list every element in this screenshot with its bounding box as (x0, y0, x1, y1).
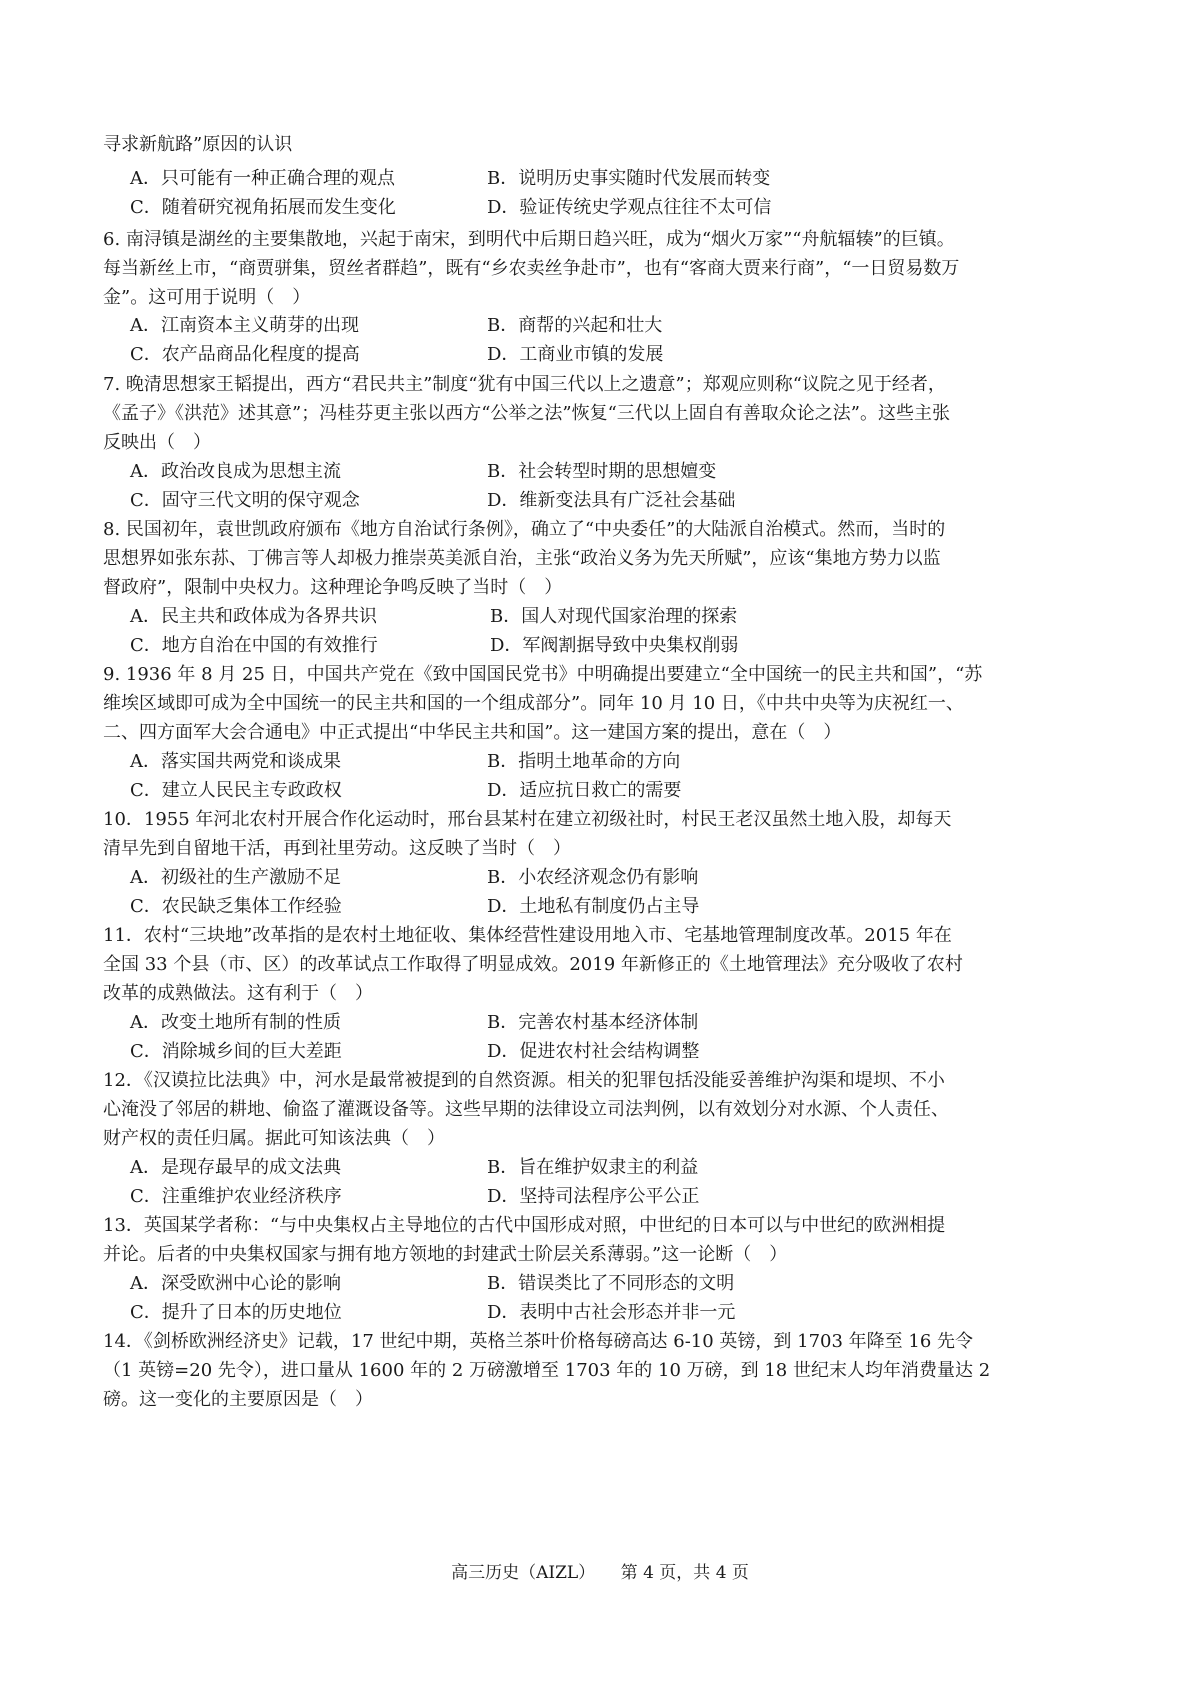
q11-option-a: A．改变土地所有制的性质 (130, 1012, 341, 1033)
q9-option-a: A．落实国共两党和谈成果 (130, 751, 341, 772)
q6-stem-line-1: 6. 南浔镇是湖丝的主要集散地，兴起于南宋，到明代中后期日趋兴旺，成为“烟火万家”“舟航辐辏”的巨镇。 (103, 229, 955, 250)
q8-stem-line-3: 督政府”，限制中央权力。这种理论争鸣反映了当时（ ） (103, 577, 563, 598)
q11-stem-line-2: 全国 33 个县（市、区）的改革试点工作取得了明显成效。2019 年新修正的《土地管理法》充分吸收了农村 (103, 954, 963, 975)
q12-option-c: C．注重维护农业经济秩序 (130, 1186, 342, 1207)
q14-stem-line-3: 磅。这一变化的主要原因是（ ） (103, 1389, 373, 1410)
q7-option-b: B．社会转型时期的思想嬗变 (487, 461, 717, 482)
q10-option-d: D．土地私有制度仍占主导 (487, 896, 700, 917)
q10-option-b: B．小农经济观念仍有影响 (487, 867, 699, 888)
q9-option-c: C．建立人民民主专政政权 (130, 780, 342, 801)
q10-option-c: C．农民缺乏集体工作经验 (130, 896, 342, 917)
question-5-stem-continuation: 寻求新航路”原因的认识 (103, 134, 293, 155)
q10-stem-line-2: 清早先到自留地干活，再到社里劳动。这反映了当时（ ） (103, 838, 571, 859)
q13-option-d: D．表明中古社会形态并非一元 (487, 1302, 736, 1323)
q13-option-a: A．深受欧洲中心论的影响 (130, 1273, 341, 1294)
q14-stem-line-1: 14．《剑桥欧洲经济史》记载，17 世纪中期，英格兰茶叶价格每磅高达 6-10 英镑，到 1703 年降至 16 先令 (103, 1331, 974, 1352)
q7-option-c: C．固守三代文明的保守观念 (130, 490, 360, 511)
q13-stem-line-2: 并论。后者的中央集权国家与拥有地方领地的封建武士阶层关系薄弱。”这一论断（ ） (103, 1244, 788, 1265)
q11-stem-line-3: 改革的成熟做法。这有利于（ ） (103, 983, 373, 1004)
q8-stem-line-2: 思想界如张东荪、丁佛言等人却极力推崇英美派自治，主张“政治义务为先天所赋”，应该“集地方势力以监 (103, 548, 941, 569)
q7-stem-line-2: 《孟子》《洪范》述其意”；冯桂芬更主张以西方“公举之法”恢复“三代以上固自有善取众论之法”。这些主张 (103, 403, 951, 424)
q7-option-d: D．维新变法具有广泛社会基础 (487, 490, 736, 511)
q12-option-a: A．是现存最早的成文法典 (130, 1157, 341, 1178)
q8-option-c: C．地方自治在中国的有效推行 (130, 635, 378, 656)
q6-option-a: A．江南资本主义萌芽的出现 (130, 315, 359, 336)
q13-option-c: C．提升了日本的历史地位 (130, 1302, 342, 1323)
q8-option-b: B．国人对现代国家治理的探索 (490, 606, 738, 627)
q11-option-c: C．消除城乡间的巨大差距 (130, 1041, 342, 1062)
q6-option-d: D．工商业市镇的发展 (487, 344, 664, 365)
q6-stem-line-3: 金”。这可用于说明（ ） (103, 287, 311, 308)
q12-option-b: B．旨在维护奴隶主的利益 (487, 1157, 699, 1178)
q13-stem-line-1: 13．英国某学者称：“与中央集权占主导地位的古代中国形成对照，中世纪的日本可以与中世纪的欧洲相提 (103, 1215, 946, 1236)
q12-stem-line-1: 12．《汉谟拉比法典》中，河水是最常被提到的自然资源。相关的犯罪包括没能妥善维护沟渠和堤坝、不小 (103, 1070, 945, 1091)
q6-option-b: B．商帮的兴起和壮大 (487, 315, 663, 336)
q8-option-d: D．军阀割据导致中央集权削弱 (490, 635, 739, 656)
q8-option-a: A．民主共和政体成为各界共识 (130, 606, 377, 627)
q8-stem-line-1: 8. 民国初年，袁世凯政府颁布《地方自治试行条例》，确立了“中央委任”的大陆派自治模式。然而，当时的 (103, 519, 946, 540)
q5-option-d: D．验证传统史学观点往往不太可信 (487, 197, 772, 218)
q11-option-b: B．完善农村基本经济体制 (487, 1012, 699, 1033)
q9-stem-line-3: 二、四方面军大会合通电》中正式提出“中华民主共和国”。这一建国方案的提出，意在（ ） (103, 722, 842, 743)
q7-stem-line-1: 7. 晚清思想家王韬提出，西方“君民共主”制度“犹有中国三代以上之遗意”；郑观应则称“议院之见于经者， (103, 374, 946, 395)
q9-stem-line-2: 维埃区域即可成为全中国统一的民主共和国的一个组成部分”。同年 10 月 10 日，《中共中央等为庆祝红一、 (103, 693, 964, 714)
q7-option-a: A．政治改良成为思想主流 (130, 461, 341, 482)
q6-stem-line-2: 每当新丝上市，“商贾骈集，贸丝者群趋”，既有“乡农卖丝争赴市”，也有“客商大贾来行商”，“一日贸易数万 (103, 258, 960, 279)
q10-option-a: A．初级社的生产激励不足 (130, 867, 341, 888)
q5-option-a: A．只可能有一种正确合理的观点 (130, 168, 395, 189)
q12-stem-line-3: 财产权的责任归属。据此可知该法典（ ） (103, 1128, 445, 1149)
q14-stem-line-2: （1 英镑=20 先令），进口量从 1600 年的 2 万磅激增至 1703 年的 10 万磅，到 18 世纪末人均年消费量达 2 (103, 1360, 991, 1381)
q12-stem-line-2: 心淹没了邻居的耕地、偷盗了灌溉设备等。这些早期的法律设立司法判例，以有效划分对水源、个人责任、 (103, 1099, 949, 1120)
q5-option-b: B．说明历史事实随时代发展而转变 (487, 168, 771, 189)
q5-option-c: C．随着研究视角拓展而发生变化 (130, 197, 396, 218)
q7-stem-line-3: 反映出（ ） (103, 432, 211, 453)
q13-option-b: B．错误类比了不同形态的文明 (487, 1273, 735, 1294)
q9-option-b: B．指明土地革命的方向 (487, 751, 681, 772)
q11-option-d: D．促进农村社会结构调整 (487, 1041, 700, 1062)
q9-option-d: D．适应抗日救亡的需要 (487, 780, 682, 801)
q12-option-d: D．坚持司法程序公平公正 (487, 1186, 700, 1207)
q11-stem-line-1: 11．农村“三块地”改革指的是农村土地征收、集体经营性建设用地入市、宅基地管理制度改革。2015 年在 (103, 925, 952, 946)
page-footer: 高三历史（AIZL） 第 4 页，共 4 页 (451, 1563, 749, 1583)
q6-option-c: C．农产品商品化程度的提高 (130, 344, 360, 365)
q9-stem-line-1: 9. 1936 年 8 月 25 日，中国共产党在《致中国国民党书》中明确提出要建立“全中国统一的民主共和国”，“苏 (103, 664, 983, 685)
q10-stem-line-1: 10．1955 年河北农村开展合作化运动时，邢台县某村在建立初级社时，村民王老汉虽然土地入股，却每天 (103, 809, 952, 830)
